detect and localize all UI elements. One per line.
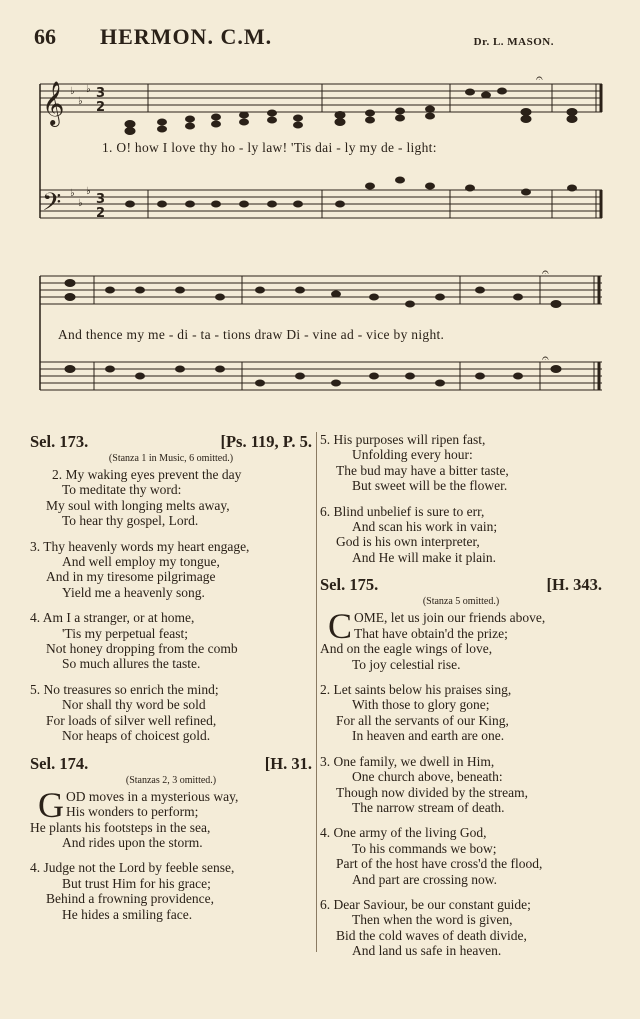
verse-line: Not honey dropping from the comb	[46, 641, 238, 657]
verse-line: 4. One army of the living God,	[320, 825, 487, 841]
verse-line: To meditate thy word:	[62, 482, 182, 498]
verse-line: That have obtain'd the prize;	[354, 625, 508, 641]
verse-line: 'Tis my perpetual feast;	[62, 625, 189, 641]
svg-text:𝄞: 𝄞	[42, 81, 65, 125]
verse-line: But trust Him for his grace;	[62, 875, 211, 891]
verse-line: And in my tiresome pilgrimage	[46, 569, 216, 585]
selection-header	[320, 575, 602, 595]
verse-line: OME, let us join our friends above,	[354, 610, 546, 626]
lyrics-verse-1: 1. O! how I love thy ho - ly law! 'Tis dai - ly my de - light:	[102, 140, 437, 155]
selection-note: (Stanza 5 omitted.)	[422, 596, 500, 608]
verse-line: My soul with longing melts away,	[46, 497, 230, 513]
svg-text:3: 3	[96, 192, 106, 207]
column-divider	[316, 432, 317, 952]
verse-line: But sweet will be the flower.	[352, 478, 508, 494]
svg-text:♭: ♭	[86, 84, 91, 95]
verse-line: And scan his work in vain;	[352, 519, 498, 535]
verse-line: He plants his footsteps in the sea,	[30, 819, 211, 835]
stanza	[320, 432, 602, 494]
verse-line: 5. His purposes will ripen fast,	[320, 432, 486, 447]
drop-cap: C	[328, 606, 353, 647]
stanza	[30, 784, 312, 851]
page-number: 66	[34, 24, 56, 49]
verse-line: His wonders to perform;	[66, 803, 199, 819]
system-1-treble-staff	[40, 84, 602, 112]
verse-line: Behind a frowning providence,	[46, 891, 214, 907]
verse-line: 4. Am I a stranger, or at home,	[30, 610, 195, 626]
verse-line: And He will make it plain.	[352, 549, 496, 565]
verse-line: Part of the host have cross'd the flood,	[336, 856, 543, 872]
selection-note: (Stanza 1 in Music, 6 omitted.)	[108, 453, 234, 464]
verse-line: So much allures the taste.	[62, 656, 201, 672]
stanza	[320, 754, 602, 816]
svg-text:𝄐: 𝄐	[542, 351, 549, 365]
staff-notation	[30, 64, 612, 420]
selection-reference: [Ps. 119, P. 5.	[220, 432, 312, 451]
verse-line: Though now divided by the stream,	[336, 784, 528, 800]
verse-line: And well employ my tongue,	[62, 554, 220, 570]
lyrics-verse-1-continued: And thence my me - di - ta - tions draw Di - vine ad - vice by night.	[58, 327, 445, 342]
svg-text:3: 3	[96, 86, 106, 101]
verse-line: And part are crossing now.	[352, 871, 497, 887]
music-score	[30, 64, 612, 420]
verse-line: 3. One family, we dwell in Him,	[320, 753, 495, 769]
left-column	[30, 432, 312, 932]
stanza	[30, 682, 312, 744]
page-header	[34, 22, 554, 52]
stanza	[320, 504, 602, 566]
stanza	[30, 860, 312, 922]
stanza	[320, 897, 602, 959]
selection-number: Sel. 173.	[30, 432, 89, 451]
selection-number: Sel. 175.	[320, 575, 379, 595]
svg-text:𝄢: 𝄢	[42, 188, 62, 223]
tune-title: HERMON. C.M.	[100, 24, 273, 49]
svg-text:♭: ♭	[86, 186, 91, 197]
verse-line: 5. No treasures so enrich the mind;	[30, 681, 219, 697]
svg-text:♭: ♭	[70, 188, 75, 199]
verse-line: The narrow stream of death.	[352, 799, 505, 815]
verse-line: Nor shall thy word be sold	[62, 697, 206, 713]
svg-text:♭: ♭	[70, 86, 75, 97]
selection-header	[30, 432, 312, 452]
verse-line: And on the eagle wings of love,	[320, 641, 493, 657]
verse-line: With those to glory gone;	[352, 697, 490, 713]
verse-line: Yield me a heavenly song.	[62, 584, 205, 600]
svg-text:♭: ♭	[78, 198, 83, 209]
verse-line: Bid the cold waves of death divide,	[336, 927, 527, 943]
drop-cap: G	[38, 784, 64, 825]
selection-reference: [H. 343.	[546, 575, 602, 595]
stanza	[30, 467, 312, 529]
stanza	[320, 825, 602, 887]
verse-line: Unfolding every hour:	[352, 447, 473, 463]
system-1-bass-staff	[40, 190, 602, 218]
svg-text:2: 2	[96, 206, 106, 221]
verse-line: To his commands we bow;	[352, 840, 497, 856]
verse-line: 4. Judge not the Lord by feeble sense,	[30, 860, 235, 876]
verse-line: To hear thy gospel, Lord.	[62, 513, 199, 529]
selection-number: Sel. 174.	[30, 753, 89, 773]
verse-line: For all the servants of our King,	[336, 712, 509, 728]
svg-text:𝄐: 𝄐	[536, 71, 543, 85]
verse-line: 6. Dear Saviour, be our constant guide;	[320, 896, 531, 912]
verse-line: To joy celestial rise.	[352, 656, 461, 672]
svg-text:2: 2	[96, 100, 106, 115]
right-column	[320, 432, 602, 969]
stanza	[30, 539, 312, 601]
verse-line: 3. Thy heavenly words my heart engage,	[30, 538, 250, 554]
verse-line: 6. Blind unbelief is sure to err,	[320, 503, 485, 519]
composer-credit: Dr. L. MASON.	[473, 36, 554, 48]
verse-line: And rides upon the storm.	[62, 834, 203, 850]
svg-text:𝄐: 𝄐	[542, 265, 549, 279]
stanza	[320, 682, 602, 744]
verse-line: God is his own interpreter,	[336, 534, 480, 550]
svg-text:♭: ♭	[78, 96, 83, 107]
verse-line: 2. My waking eyes prevent the day	[52, 467, 242, 482]
verse-line: One church above, beneath:	[352, 769, 503, 785]
verse-line: The bud may have a bitter taste,	[336, 462, 509, 478]
selection-reference: [H. 31.	[264, 753, 312, 773]
stanza	[320, 606, 602, 672]
stanza	[30, 610, 312, 672]
verse-line: 2. Let saints below his praises sing,	[320, 682, 512, 698]
verse-line: For loads of silver well refined,	[46, 712, 217, 728]
verse-line: Then when the word is given,	[352, 912, 513, 928]
verse-line: In heaven and earth are one.	[352, 728, 505, 744]
verse-line: He hides a smiling face.	[62, 906, 193, 922]
verse-line: OD moves in a mysterious way,	[66, 788, 239, 804]
verse-line: And land us safe in heaven.	[352, 943, 502, 959]
selection-note: (Stanzas 2, 3 omitted.)	[125, 774, 217, 786]
selection-header	[30, 754, 312, 774]
verse-line: Nor heaps of choicest gold.	[62, 728, 211, 744]
